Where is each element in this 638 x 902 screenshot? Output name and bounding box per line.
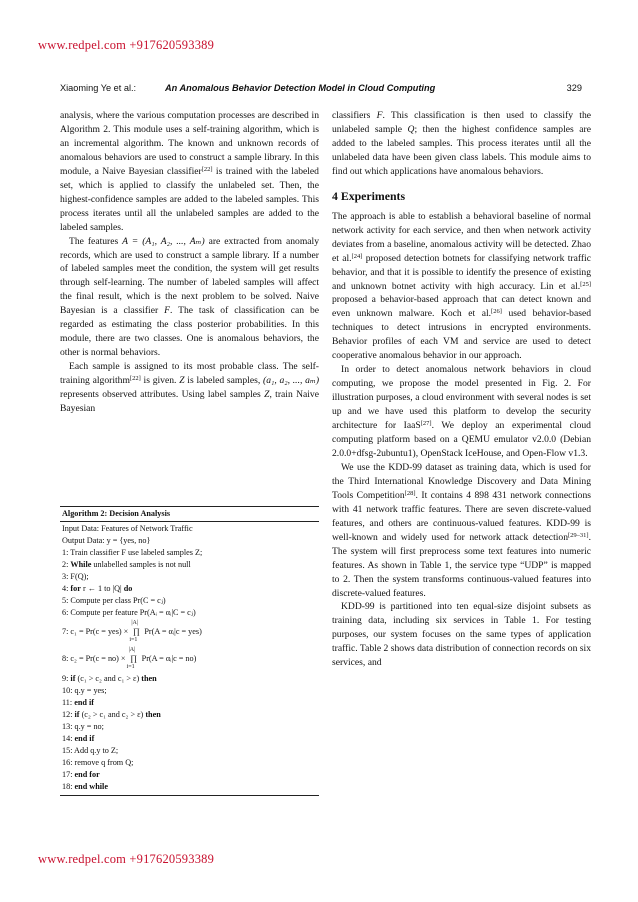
citation: [22] <box>201 165 213 173</box>
algorithm-line: 16: remove q from Q; <box>62 758 134 767</box>
algorithm-line: 11: end if <box>62 698 95 707</box>
right-paragraph-2: The approach is able to establish a behavioral baseline of normal network activity for each service, and then when network activity deviates from a baseline, anomalous activity will be detected. Zhao et al.[24] proposed detection botnets for classifying network traffic behavior, and that it is possible to identify the presence of existing and unknown botnet activity with high accuracy. Lin et al.[25] proposed a behavior-based approach that can detect known and even unknown malware. Koch et al.[26] used behavior-based techniques to detect intrusions in encrypted environments. Behavior profiles of each VM and service are used to detect cooperative anomalous behavior in our approach. <box>332 210 591 362</box>
header-title: An Anomalous Behavior Detection Model in Cloud Computing <box>165 83 436 93</box>
algorithm-line: 10: q.y = yes; <box>62 686 107 695</box>
algorithm-line: 18: end while <box>62 782 108 791</box>
algorithm-title: Algorithm 2: Decision Analysis <box>62 509 171 518</box>
right-paragraph-5: KDD-99 is partitioned into ten equal-size disjoint subsets as training data, including six services in Table 1. For testing purposes, our system focuses on the same types of application traffic. Table 2 shows data distribution of connection records on six services, and <box>332 601 591 669</box>
algorithm-mid-rule <box>60 521 319 522</box>
product-symbol: |A| ∏ i=1 <box>129 620 140 643</box>
left-paragraph-2: The features A = (A₁, A₂, ..., Aₘ) are extracted from anomaly records, which are used to construct a sample library. If a number of labeled samples meet the condition, the system will get results through self-learning. The number of labeled samples will affect the final result, which is the next problem to be solved. Naive Bayesian is a classifier F. The task of classification can be regarded as estimating the class posterior probabilities. In this module, there are two classes. One is anomalous behaviors, the other is normal behaviors. <box>60 235 319 359</box>
algorithm-line: 9: if (c₁ > c₂ and c₁ > ε) then <box>62 674 157 683</box>
right-paragraph-3: In order to detect anomalous network behaviors in cloud computing, we propose the model presented in Fig. 2. For illustration purposes, a cloud environment with several nodes is set up and we have used this platform to develop the security architecture for IaaS[27]. We deploy an experimental cloud computing platform based on a QEMU emulator v2.0.0 (Debian 2.0.0+dfsg-2ubuntu1), OpenStack IceHouse, and Open-Flow v1.3. <box>332 364 591 459</box>
algorithm-line: 4: for r ← 1 to |Q| do <box>62 584 133 593</box>
citation: [28] <box>404 489 416 497</box>
algorithm-line: Output Data: y = {yes, no} <box>62 536 151 545</box>
algorithm-line: 13: q.y = no; <box>62 722 104 731</box>
citation: [25] <box>580 280 591 288</box>
citation: [29–31] <box>568 531 589 539</box>
watermark-top: www.redpel.com +917620593389 <box>38 38 215 52</box>
watermark-bottom: www.redpel.com +917620593389 <box>38 852 215 866</box>
math-features: A = (A₁, A₂, ..., Aₘ) <box>122 235 205 247</box>
algorithm-line: 12: if (c₂ > c₁ and c₂ > ε) then <box>62 710 161 719</box>
product-symbol: |A| ∏ i=1 <box>126 647 137 670</box>
algorithm-box <box>60 506 319 796</box>
math-attributes: (a₁, a₂, ..., aₘ) <box>263 375 320 387</box>
algorithm-line: 2: While unlabelled samples is not null <box>62 560 191 569</box>
algorithm-line: 14: end if <box>62 734 95 743</box>
citation: [24] <box>351 252 363 260</box>
citation: [27] <box>420 420 432 428</box>
algorithm-line: 15: Add q.y to Z; <box>62 746 119 755</box>
citation: [22] <box>129 375 141 383</box>
algorithm-line: 3: F(Q); <box>62 572 89 581</box>
right-column <box>332 109 591 670</box>
algorithm-line: Input Data: Features of Network Traffic <box>62 524 193 533</box>
left-column <box>60 109 319 416</box>
right-paragraph-4: We use the KDD-99 dataset as training data, which is used for the Third International Knowledge Discovery and Data Mining Tools Competition[28]. It contains 4 898 431 network connections with 41 network traffic features. There are seven discrete-valued features, and others are continuous-valued features. KDD-99 is well-known and widely used for network attack detection[29–31]. The system will first preprocess some text features into numeric features. As shown in Table 1, the service type “UDP” is mapped to 2. Then the system transforms continuous-valued features into discrete-valued features. <box>332 461 592 599</box>
algorithm-line: 1: Train classifier F use labeled samples Z; <box>62 548 203 557</box>
section-heading: 4 Experiments <box>332 188 406 203</box>
left-paragraph-3: Each sample is assigned to its most probable class. The self-training algorithm[22] is given. Z is labeled samples, (a₁, a₂, ..., aₘ) represents observed attributes. Using label samples Z, train Naive Bayesian <box>60 361 320 415</box>
citation: [26] <box>491 308 502 316</box>
algorithm-bottom-rule <box>60 795 319 796</box>
algorithm-line: 5: Compute per class Pr(C = cⱼ) <box>62 596 166 605</box>
page-number: 329 <box>566 83 582 93</box>
algorithm-line: 8: c₂ = Pr(c = no) × |A| ∏ i=1 Pr(A = αᵢ|c = no) <box>62 647 197 670</box>
algorithm-line: 7: c₁ = Pr(c = yes) × |A| ∏ i=1 Pr(A = αᵢ|c = yes) <box>62 620 202 643</box>
left-paragraph-1: analysis, where the various computation processes are described in Algorithm 2. This module uses a self-training algorithm, which is an incremental algorithm. The known and unknown records of anomalous behaviors are used to construct a sample library. In this module, a Naive Bayesian classifier[22] is trained with the labeled set, which is applied to classify the unlabeled set. Then, the highest-confidence samples are added to the labeled samples. This process iterates until all the unlabeled samples are added to the labeled samples. <box>60 110 319 233</box>
algorithm-line: 17: end for <box>62 770 100 779</box>
algorithm-line: 6: Compute per feature Pr(Aᵢ = αᵢ|C = cⱼ) <box>62 608 196 617</box>
header-authors: Xiaoming Ye et al.: <box>60 83 137 93</box>
right-paragraph-1: classifiers F. This classification is then used to classify the unlabeled sample Q; then the highest confidence samples are added to the labeled samples. This process iterates until all the unlabeled data have been given class labels. This module aims to find out which applications have anomalous behaviors. <box>332 110 591 177</box>
running-header <box>60 83 592 97</box>
